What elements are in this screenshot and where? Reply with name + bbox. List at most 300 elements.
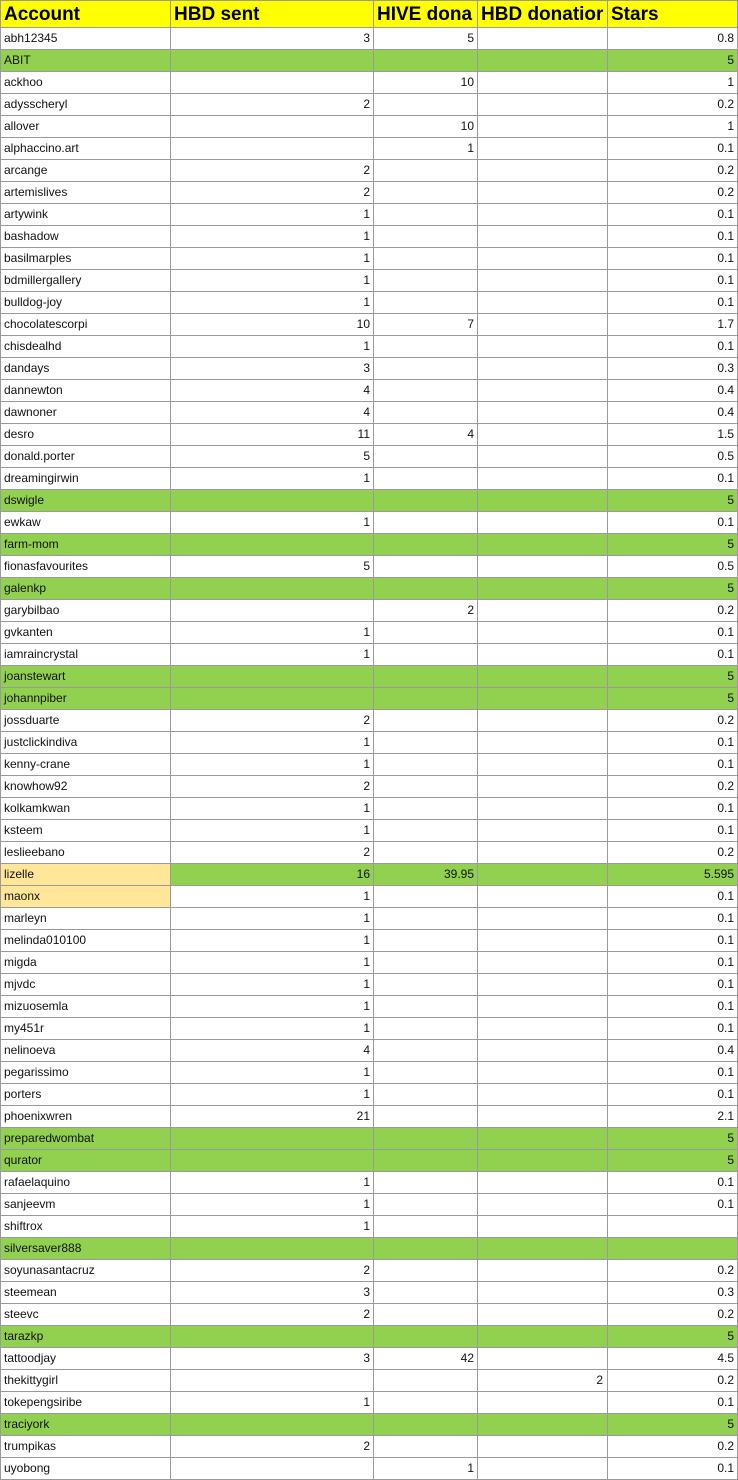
cell-hive-donation[interactable]: [374, 820, 478, 842]
cell-account[interactable]: bdmillergallery: [0, 270, 171, 292]
cell-hive-donation[interactable]: [374, 50, 478, 72]
cell-account[interactable]: dannewton: [0, 380, 171, 402]
cell-account[interactable]: steemean: [0, 1282, 171, 1304]
cell-stars[interactable]: 0.1: [608, 798, 738, 820]
cell-hbd-donation[interactable]: [478, 116, 608, 138]
cell-hbd-donation[interactable]: [478, 28, 608, 50]
cell-hive-donation[interactable]: [374, 402, 478, 424]
cell-stars[interactable]: [608, 1216, 738, 1238]
cell-account[interactable]: pegarissimo: [0, 1062, 171, 1084]
cell-hbd-donation[interactable]: [478, 380, 608, 402]
cell-hbd-sent[interactable]: [171, 666, 374, 688]
cell-stars[interactable]: 0.2: [608, 94, 738, 116]
cell-hbd-donation[interactable]: [478, 842, 608, 864]
cell-hbd-sent[interactable]: 4: [171, 402, 374, 424]
cell-account[interactable]: iamraincrystal: [0, 644, 171, 666]
cell-hbd-sent[interactable]: 1: [171, 930, 374, 952]
cell-hbd-sent[interactable]: 1: [171, 204, 374, 226]
cell-hbd-sent[interactable]: 1: [171, 1018, 374, 1040]
cell-hbd-sent[interactable]: 1: [171, 732, 374, 754]
cell-stars[interactable]: 0.4: [608, 402, 738, 424]
cell-account[interactable]: traciyork: [0, 1414, 171, 1436]
cell-stars[interactable]: 5: [608, 688, 738, 710]
cell-hbd-donation[interactable]: [478, 1436, 608, 1458]
cell-hbd-donation[interactable]: [478, 336, 608, 358]
cell-account[interactable]: trumpikas: [0, 1436, 171, 1458]
cell-hbd-donation[interactable]: [478, 490, 608, 512]
cell-hbd-sent[interactable]: [171, 688, 374, 710]
cell-hbd-donation[interactable]: [478, 732, 608, 754]
cell-account[interactable]: dawnoner: [0, 402, 171, 424]
cell-stars[interactable]: 0.1: [608, 622, 738, 644]
cell-account[interactable]: silversaver888: [0, 1238, 171, 1260]
cell-stars[interactable]: 1: [608, 72, 738, 94]
cell-hbd-donation[interactable]: [478, 1326, 608, 1348]
cell-stars[interactable]: 0.2: [608, 1304, 738, 1326]
cell-account[interactable]: my451r: [0, 1018, 171, 1040]
cell-stars[interactable]: 0.5: [608, 556, 738, 578]
cell-hive-donation[interactable]: [374, 1238, 478, 1260]
cell-stars[interactable]: 0.1: [608, 644, 738, 666]
cell-hbd-donation[interactable]: [478, 534, 608, 556]
cell-hbd-sent[interactable]: 3: [171, 358, 374, 380]
cell-hbd-sent[interactable]: 21: [171, 1106, 374, 1128]
cell-hive-donation[interactable]: [374, 578, 478, 600]
cell-account[interactable]: marleyn: [0, 908, 171, 930]
cell-account[interactable]: ewkaw: [0, 512, 171, 534]
cell-hbd-sent[interactable]: [171, 50, 374, 72]
cell-hbd-sent[interactable]: [171, 1414, 374, 1436]
cell-hbd-sent[interactable]: 1: [171, 1392, 374, 1414]
cell-hive-donation[interactable]: [374, 754, 478, 776]
cell-account[interactable]: sanjeevm: [0, 1194, 171, 1216]
cell-hbd-donation[interactable]: 2: [478, 1370, 608, 1392]
cell-hbd-sent[interactable]: 1: [171, 1194, 374, 1216]
cell-hbd-sent[interactable]: 1: [171, 952, 374, 974]
cell-hive-donation[interactable]: [374, 1128, 478, 1150]
cell-stars[interactable]: 0.1: [608, 1062, 738, 1084]
cell-hbd-donation[interactable]: [478, 908, 608, 930]
cell-hive-donation[interactable]: [374, 666, 478, 688]
cell-hive-donation[interactable]: [374, 292, 478, 314]
cell-account[interactable]: soyunasantacruz: [0, 1260, 171, 1282]
cell-account[interactable]: arcange: [0, 160, 171, 182]
cell-account[interactable]: fionasfavourites: [0, 556, 171, 578]
cell-hbd-sent[interactable]: 1: [171, 754, 374, 776]
column-header-stars[interactable]: Stars: [608, 0, 738, 28]
cell-hive-donation[interactable]: [374, 732, 478, 754]
cell-hive-donation[interactable]: 4: [374, 424, 478, 446]
cell-hbd-donation[interactable]: [478, 1150, 608, 1172]
cell-stars[interactable]: 5: [608, 1128, 738, 1150]
cell-hbd-sent[interactable]: 1: [171, 974, 374, 996]
cell-stars[interactable]: 0.4: [608, 380, 738, 402]
cell-hive-donation[interactable]: [374, 380, 478, 402]
cell-hive-donation[interactable]: 1: [374, 1458, 478, 1480]
cell-hive-donation[interactable]: [374, 248, 478, 270]
cell-hbd-donation[interactable]: [478, 138, 608, 160]
cell-hbd-sent[interactable]: 1: [171, 644, 374, 666]
cell-hbd-donation[interactable]: [478, 72, 608, 94]
cell-hive-donation[interactable]: [374, 622, 478, 644]
cell-stars[interactable]: 2.1: [608, 1106, 738, 1128]
cell-stars[interactable]: 5: [608, 1326, 738, 1348]
cell-hbd-sent[interactable]: 2: [171, 842, 374, 864]
column-header-account[interactable]: Account: [0, 0, 171, 28]
cell-stars[interactable]: 0.1: [608, 248, 738, 270]
cell-hbd-donation[interactable]: [478, 688, 608, 710]
cell-hbd-sent[interactable]: 1: [171, 226, 374, 248]
cell-hbd-sent[interactable]: [171, 116, 374, 138]
cell-hbd-sent[interactable]: [171, 600, 374, 622]
cell-hive-donation[interactable]: [374, 1018, 478, 1040]
cell-hive-donation[interactable]: [374, 1062, 478, 1084]
cell-stars[interactable]: 0.1: [608, 138, 738, 160]
cell-account[interactable]: garybilbao: [0, 600, 171, 622]
cell-hbd-sent[interactable]: 1: [171, 1216, 374, 1238]
cell-hbd-donation[interactable]: [478, 1172, 608, 1194]
cell-stars[interactable]: 0.1: [608, 204, 738, 226]
cell-account[interactable]: dreamingirwin: [0, 468, 171, 490]
cell-hbd-sent[interactable]: 2: [171, 182, 374, 204]
cell-account[interactable]: basilmarples: [0, 248, 171, 270]
cell-hbd-sent[interactable]: 2: [171, 710, 374, 732]
cell-hive-donation[interactable]: [374, 468, 478, 490]
cell-account[interactable]: thekittygirl: [0, 1370, 171, 1392]
cell-hive-donation[interactable]: 5: [374, 28, 478, 50]
cell-stars[interactable]: 1: [608, 116, 738, 138]
cell-hbd-donation[interactable]: [478, 600, 608, 622]
cell-hbd-donation[interactable]: [478, 1304, 608, 1326]
cell-hive-donation[interactable]: [374, 996, 478, 1018]
cell-hbd-donation[interactable]: [478, 1106, 608, 1128]
cell-stars[interactable]: 0.2: [608, 776, 738, 798]
cell-hive-donation[interactable]: 7: [374, 314, 478, 336]
cell-account[interactable]: porters: [0, 1084, 171, 1106]
cell-hbd-donation[interactable]: [478, 1128, 608, 1150]
cell-account[interactable]: alphaccino.art: [0, 138, 171, 160]
cell-account[interactable]: adysscheryl: [0, 94, 171, 116]
cell-account[interactable]: artemislives: [0, 182, 171, 204]
cell-hbd-sent[interactable]: 1: [171, 512, 374, 534]
cell-hbd-sent[interactable]: 11: [171, 424, 374, 446]
cell-hbd-donation[interactable]: [478, 556, 608, 578]
cell-hbd-donation[interactable]: [478, 1062, 608, 1084]
cell-hbd-sent[interactable]: 1: [171, 622, 374, 644]
cell-account[interactable]: johannpiber: [0, 688, 171, 710]
cell-hive-donation[interactable]: [374, 908, 478, 930]
cell-stars[interactable]: 5: [608, 1414, 738, 1436]
cell-hbd-sent[interactable]: 3: [171, 1282, 374, 1304]
cell-hbd-donation[interactable]: [478, 798, 608, 820]
cell-stars[interactable]: 5: [608, 666, 738, 688]
cell-hive-donation[interactable]: [374, 710, 478, 732]
cell-hbd-sent[interactable]: 2: [171, 1304, 374, 1326]
cell-hbd-donation[interactable]: [478, 1194, 608, 1216]
cell-hbd-donation[interactable]: [478, 1392, 608, 1414]
cell-hbd-donation[interactable]: [478, 204, 608, 226]
cell-hbd-sent[interactable]: 1: [171, 292, 374, 314]
cell-hbd-donation[interactable]: [478, 776, 608, 798]
cell-stars[interactable]: 4.5: [608, 1348, 738, 1370]
cell-account[interactable]: gvkanten: [0, 622, 171, 644]
cell-stars[interactable]: 0.1: [608, 1018, 738, 1040]
cell-hive-donation[interactable]: [374, 358, 478, 380]
cell-account[interactable]: bashadow: [0, 226, 171, 248]
cell-stars[interactable]: 0.1: [608, 952, 738, 974]
cell-hbd-sent[interactable]: [171, 1128, 374, 1150]
cell-account[interactable]: ksteem: [0, 820, 171, 842]
cell-hbd-donation[interactable]: [478, 930, 608, 952]
cell-hive-donation[interactable]: [374, 336, 478, 358]
cell-hbd-sent[interactable]: [171, 1458, 374, 1480]
cell-stars[interactable]: 5: [608, 1150, 738, 1172]
cell-hive-donation[interactable]: [374, 1172, 478, 1194]
cell-hbd-donation[interactable]: [478, 710, 608, 732]
cell-stars[interactable]: [608, 1238, 738, 1260]
cell-stars[interactable]: 0.1: [608, 908, 738, 930]
cell-hbd-sent[interactable]: 5: [171, 446, 374, 468]
cell-hbd-donation[interactable]: [478, 512, 608, 534]
cell-hive-donation[interactable]: [374, 688, 478, 710]
cell-stars[interactable]: 5: [608, 50, 738, 72]
cell-account[interactable]: chocolatescorpi: [0, 314, 171, 336]
cell-stars[interactable]: 0.1: [608, 1458, 738, 1480]
cell-hbd-sent[interactable]: 10: [171, 314, 374, 336]
cell-hive-donation[interactable]: [374, 974, 478, 996]
cell-hbd-sent[interactable]: [171, 490, 374, 512]
cell-stars[interactable]: 0.3: [608, 1282, 738, 1304]
cell-stars[interactable]: 0.1: [608, 754, 738, 776]
cell-hbd-donation[interactable]: [478, 974, 608, 996]
cell-hbd-donation[interactable]: [478, 820, 608, 842]
cell-hbd-donation[interactable]: [478, 160, 608, 182]
cell-account[interactable]: mjvdc: [0, 974, 171, 996]
cell-account[interactable]: desro: [0, 424, 171, 446]
cell-hive-donation[interactable]: [374, 490, 478, 512]
cell-hive-donation[interactable]: [374, 1194, 478, 1216]
cell-hbd-sent[interactable]: 1: [171, 1084, 374, 1106]
cell-hive-donation[interactable]: [374, 1216, 478, 1238]
cell-account[interactable]: nelinoeva: [0, 1040, 171, 1062]
cell-account[interactable]: qurator: [0, 1150, 171, 1172]
cell-stars[interactable]: 0.1: [608, 1084, 738, 1106]
cell-stars[interactable]: 0.2: [608, 182, 738, 204]
cell-stars[interactable]: 0.4: [608, 1040, 738, 1062]
cell-account[interactable]: ackhoo: [0, 72, 171, 94]
cell-stars[interactable]: 0.2: [608, 1370, 738, 1392]
cell-stars[interactable]: 0.2: [608, 1436, 738, 1458]
cell-account[interactable]: dswigle: [0, 490, 171, 512]
column-header-hbd-sent[interactable]: HBD sent: [171, 0, 374, 28]
cell-account[interactable]: dandays: [0, 358, 171, 380]
cell-hive-donation[interactable]: [374, 952, 478, 974]
cell-account[interactable]: joanstewart: [0, 666, 171, 688]
cell-hbd-sent[interactable]: 1: [171, 908, 374, 930]
cell-hive-donation[interactable]: [374, 1370, 478, 1392]
cell-account[interactable]: knowhow92: [0, 776, 171, 798]
cell-hbd-donation[interactable]: [478, 1040, 608, 1062]
cell-hive-donation[interactable]: [374, 446, 478, 468]
cell-hbd-sent[interactable]: 2: [171, 160, 374, 182]
cell-hbd-sent[interactable]: [171, 1370, 374, 1392]
cell-stars[interactable]: 0.1: [608, 270, 738, 292]
cell-account[interactable]: shiftrox: [0, 1216, 171, 1238]
cell-account[interactable]: donald.porter: [0, 446, 171, 468]
cell-account[interactable]: leslieebano: [0, 842, 171, 864]
cell-stars[interactable]: 0.8: [608, 28, 738, 50]
cell-account[interactable]: uyobong: [0, 1458, 171, 1480]
cell-account[interactable]: phoenixwren: [0, 1106, 171, 1128]
cell-hbd-donation[interactable]: [478, 292, 608, 314]
cell-hive-donation[interactable]: [374, 1260, 478, 1282]
cell-stars[interactable]: 0.1: [608, 820, 738, 842]
cell-account[interactable]: migda: [0, 952, 171, 974]
cell-stars[interactable]: 0.1: [608, 226, 738, 248]
cell-hbd-donation[interactable]: [478, 446, 608, 468]
cell-stars[interactable]: 0.1: [608, 1172, 738, 1194]
cell-hbd-donation[interactable]: [478, 226, 608, 248]
cell-hbd-sent[interactable]: 1: [171, 270, 374, 292]
cell-hive-donation[interactable]: [374, 1084, 478, 1106]
cell-account[interactable]: kenny-crane: [0, 754, 171, 776]
cell-account[interactable]: preparedwombat: [0, 1128, 171, 1150]
cell-hbd-donation[interactable]: [478, 578, 608, 600]
cell-hbd-sent[interactable]: [171, 1238, 374, 1260]
cell-hbd-sent[interactable]: 5: [171, 556, 374, 578]
cell-stars[interactable]: 0.2: [608, 710, 738, 732]
cell-hbd-donation[interactable]: [478, 1216, 608, 1238]
cell-stars[interactable]: 1.5: [608, 424, 738, 446]
cell-stars[interactable]: 5.595: [608, 864, 738, 886]
cell-hive-donation[interactable]: [374, 226, 478, 248]
cell-hbd-sent[interactable]: 1: [171, 1172, 374, 1194]
cell-hive-donation[interactable]: [374, 644, 478, 666]
cell-hbd-sent[interactable]: 3: [171, 28, 374, 50]
cell-hbd-sent[interactable]: 1: [171, 886, 374, 908]
cell-hbd-donation[interactable]: [478, 94, 608, 116]
cell-hbd-donation[interactable]: [478, 666, 608, 688]
cell-hbd-donation[interactable]: [478, 1414, 608, 1436]
cell-hbd-donation[interactable]: [478, 1282, 608, 1304]
cell-hbd-sent[interactable]: 4: [171, 1040, 374, 1062]
cell-hbd-donation[interactable]: [478, 1238, 608, 1260]
cell-stars[interactable]: 0.1: [608, 996, 738, 1018]
cell-account[interactable]: kolkamkwan: [0, 798, 171, 820]
cell-hive-donation[interactable]: [374, 534, 478, 556]
cell-stars[interactable]: 0.1: [608, 292, 738, 314]
cell-account[interactable]: ABIT: [0, 50, 171, 72]
cell-hive-donation[interactable]: [374, 1304, 478, 1326]
cell-hive-donation[interactable]: 10: [374, 116, 478, 138]
cell-account[interactable]: tattoodjay: [0, 1348, 171, 1370]
cell-account[interactable]: tarazkp: [0, 1326, 171, 1348]
cell-stars[interactable]: 0.1: [608, 930, 738, 952]
cell-hive-donation[interactable]: [374, 842, 478, 864]
cell-account[interactable]: allover: [0, 116, 171, 138]
cell-hbd-sent[interactable]: 3: [171, 1348, 374, 1370]
cell-hive-donation[interactable]: [374, 1106, 478, 1128]
cell-stars[interactable]: 0.3: [608, 358, 738, 380]
cell-account[interactable]: galenkp: [0, 578, 171, 600]
cell-hbd-sent[interactable]: 1: [171, 1062, 374, 1084]
cell-hive-donation[interactable]: [374, 1150, 478, 1172]
cell-hive-donation[interactable]: [374, 160, 478, 182]
cell-hbd-sent[interactable]: 1: [171, 996, 374, 1018]
cell-hbd-donation[interactable]: [478, 754, 608, 776]
cell-hbd-donation[interactable]: [478, 1458, 608, 1480]
cell-hive-donation[interactable]: [374, 1326, 478, 1348]
cell-hive-donation[interactable]: [374, 556, 478, 578]
cell-hbd-sent[interactable]: 1: [171, 336, 374, 358]
cell-hive-donation[interactable]: [374, 930, 478, 952]
cell-hbd-donation[interactable]: [478, 50, 608, 72]
cell-hbd-donation[interactable]: [478, 1084, 608, 1106]
cell-hbd-sent[interactable]: [171, 1150, 374, 1172]
cell-hbd-donation[interactable]: [478, 952, 608, 974]
cell-hbd-donation[interactable]: [478, 358, 608, 380]
cell-hive-donation[interactable]: [374, 94, 478, 116]
cell-hbd-sent[interactable]: 2: [171, 1260, 374, 1282]
cell-hbd-sent[interactable]: 1: [171, 248, 374, 270]
cell-hbd-sent[interactable]: [171, 72, 374, 94]
cell-account[interactable]: bulldog-joy: [0, 292, 171, 314]
cell-account[interactable]: steevc: [0, 1304, 171, 1326]
cell-hive-donation[interactable]: [374, 1392, 478, 1414]
cell-hive-donation[interactable]: [374, 270, 478, 292]
cell-hbd-sent[interactable]: [171, 578, 374, 600]
cell-hbd-donation[interactable]: [478, 1260, 608, 1282]
cell-hbd-sent[interactable]: 1: [171, 798, 374, 820]
cell-hbd-donation[interactable]: [478, 270, 608, 292]
cell-stars[interactable]: 5: [608, 534, 738, 556]
cell-hbd-sent[interactable]: [171, 138, 374, 160]
cell-stars[interactable]: 5: [608, 578, 738, 600]
cell-hbd-donation[interactable]: [478, 1018, 608, 1040]
cell-hbd-sent[interactable]: 1: [171, 820, 374, 842]
cell-hbd-donation[interactable]: [478, 248, 608, 270]
cell-stars[interactable]: 0.2: [608, 842, 738, 864]
cell-hbd-sent[interactable]: 4: [171, 380, 374, 402]
cell-hive-donation[interactable]: [374, 1282, 478, 1304]
cell-stars[interactable]: 0.2: [608, 1260, 738, 1282]
cell-stars[interactable]: 0.1: [608, 974, 738, 996]
cell-account[interactable]: mizuosemla: [0, 996, 171, 1018]
cell-account[interactable]: artywink: [0, 204, 171, 226]
cell-hbd-donation[interactable]: [478, 314, 608, 336]
cell-hive-donation[interactable]: [374, 182, 478, 204]
cell-hbd-donation[interactable]: [478, 468, 608, 490]
column-header-hbd-donation[interactable]: HBD donatior: [478, 0, 608, 28]
cell-hive-donation[interactable]: 39.95: [374, 864, 478, 886]
cell-hive-donation[interactable]: 2: [374, 600, 478, 622]
cell-stars[interactable]: 0.5: [608, 446, 738, 468]
cell-stars[interactable]: 0.2: [608, 600, 738, 622]
cell-hbd-sent[interactable]: 2: [171, 776, 374, 798]
cell-hive-donation[interactable]: [374, 1414, 478, 1436]
column-header-hive-donation[interactable]: HIVE dona: [374, 0, 478, 28]
cell-stars[interactable]: 5: [608, 490, 738, 512]
cell-account[interactable]: jossduarte: [0, 710, 171, 732]
cell-stars[interactable]: 0.1: [608, 1392, 738, 1414]
cell-stars[interactable]: 1.7: [608, 314, 738, 336]
cell-hbd-donation[interactable]: [478, 182, 608, 204]
cell-hive-donation[interactable]: [374, 798, 478, 820]
cell-hbd-sent[interactable]: 16: [171, 864, 374, 886]
cell-account[interactable]: farm-mom: [0, 534, 171, 556]
cell-hive-donation[interactable]: 10: [374, 72, 478, 94]
cell-hbd-donation[interactable]: [478, 622, 608, 644]
